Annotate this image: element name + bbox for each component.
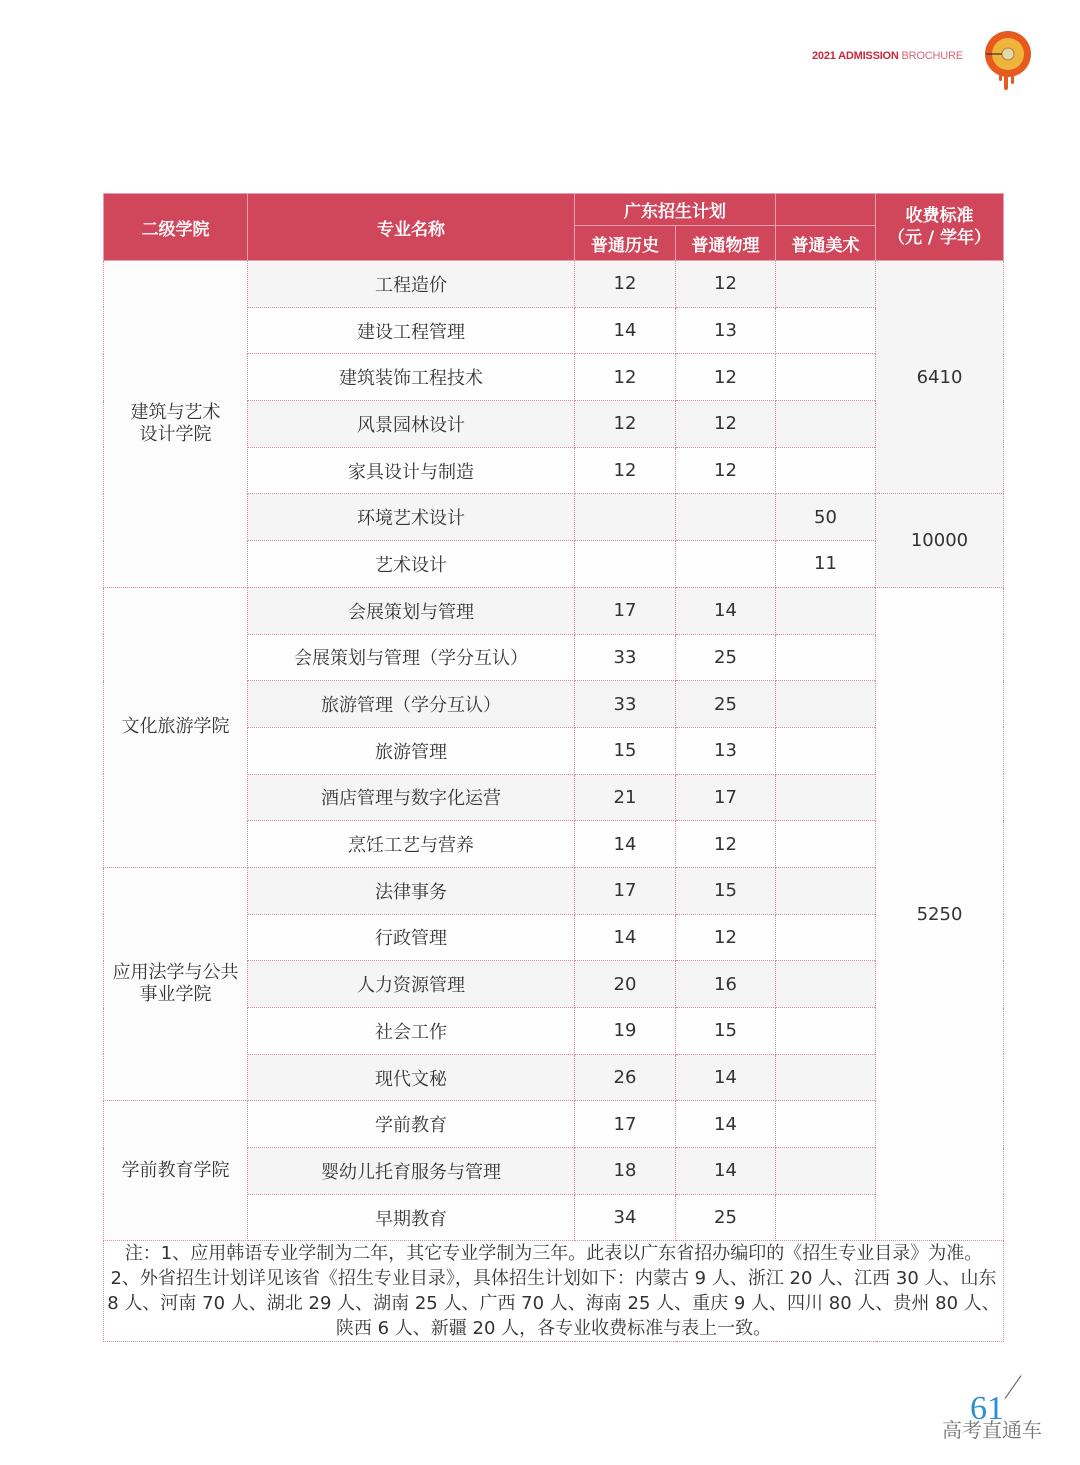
art-cell — [776, 447, 876, 494]
major-cell: 工程造价 — [248, 261, 575, 308]
major-cell-highlight: 会展策划与管理（学分互认） — [248, 634, 575, 681]
history-cell — [575, 494, 676, 541]
physics-cell — [676, 494, 776, 541]
art-cell — [776, 1101, 876, 1148]
physics-cell: 12 — [676, 914, 776, 961]
history-cell: 20 — [575, 961, 676, 1008]
note-line-2: 2、外省招生计划详见该省《招生专业目录》，具体招生计划如下：内蒙古 9 人、浙江 20 人、江西 30 人、山东 8 人、河南 70 人、湖北 29 人、湖南 25 人、广西 70 人、海南 25 人、重庆 9 人、四川 80 人、贵州 80 人、陕西 6 人、新疆 20 人，各专业收费标准与表上一致。 — [107, 1268, 1000, 1340]
art-cell — [776, 867, 876, 914]
college-name: 事业学院 — [139, 984, 212, 1006]
page-number: 61 — [970, 1390, 1004, 1427]
physics-cell: 12 — [676, 447, 776, 494]
header-fee-line1: 收费标准 — [905, 206, 974, 226]
history-cell: 19 — [575, 1008, 676, 1055]
art-cell — [776, 1148, 876, 1195]
header-major: 专业名称 — [248, 194, 575, 261]
notes-row — [104, 1241, 1004, 1342]
art-cell — [776, 587, 876, 634]
fee-cell: 10000 — [876, 494, 1004, 587]
physics-cell: 16 — [676, 961, 776, 1008]
header-fee-line2: （元 / 学年） — [887, 228, 992, 248]
header-blank — [776, 194, 876, 226]
header-fee — [876, 194, 1004, 261]
art-cell — [776, 681, 876, 728]
history-cell: 33 — [575, 681, 676, 728]
watermark: 高考直通车 — [942, 1418, 1042, 1442]
note-line-1: 注：1、应用韩语专业学制为二年，其它专业学制为三年。此表以广东省招办编印的《招生专业目录》为准。 — [124, 1243, 983, 1265]
art-cell — [776, 307, 876, 354]
major-cell: 旅游管理 — [248, 727, 575, 774]
physics-cell: 14 — [676, 587, 776, 634]
history-cell: 34 — [575, 1194, 676, 1241]
major-cell: 环境艺术设计 — [248, 494, 575, 541]
art-cell — [776, 774, 876, 821]
physics-cell — [676, 541, 776, 588]
major-cell: 建设工程管理 — [248, 307, 575, 354]
major-cell: 行政管理 — [248, 914, 575, 961]
college-name: 学前教育学院 — [121, 1159, 230, 1181]
art-cell: 11 — [776, 541, 876, 588]
major-cell: 现代文秘 — [248, 1054, 575, 1101]
history-cell: 26 — [575, 1054, 676, 1101]
major-cell: 风景园林设计 — [248, 401, 575, 448]
physics-cell: 13 — [676, 307, 776, 354]
brand-year-label: 2021 ADMISSION — [812, 50, 899, 62]
art-cell — [776, 727, 876, 774]
brochure-brand — [812, 50, 963, 62]
college-name: 应用法学与公共 — [112, 962, 239, 984]
major-cell: 会展策划与管理 — [248, 587, 575, 634]
physics-cell: 25 — [676, 1194, 776, 1241]
art-cell: 50 — [776, 494, 876, 541]
major-cell: 艺术设计 — [248, 541, 575, 588]
physics-cell: 15 — [676, 1008, 776, 1055]
physics-cell: 14 — [676, 1148, 776, 1195]
major-cell: 学前教育 — [248, 1101, 575, 1148]
art-cell — [776, 1194, 876, 1241]
college-cell — [104, 261, 248, 588]
physics-cell: 15 — [676, 867, 776, 914]
major-cell: 社会工作 — [248, 1008, 575, 1055]
page-slash-divider — [1005, 1375, 1022, 1399]
art-cell — [776, 1054, 876, 1101]
major-cell: 人力资源管理 — [248, 961, 575, 1008]
college-cell — [104, 867, 248, 1100]
art-cell — [776, 261, 876, 308]
header-guangdong-plan: 广东招生计划 — [575, 194, 776, 226]
art-cell — [776, 1008, 876, 1055]
major-cell: 家具设计与制造 — [248, 447, 575, 494]
history-cell: 12 — [575, 401, 676, 448]
fee-cell: 6410 — [876, 261, 1004, 494]
history-cell: 12 — [575, 261, 676, 308]
history-cell: 14 — [575, 914, 676, 961]
college-name: 文化旅游学院 — [121, 716, 230, 738]
admission-plan-table — [103, 193, 1004, 1342]
history-cell: 17 — [575, 1101, 676, 1148]
college-cell — [104, 1101, 248, 1241]
history-cell: 14 — [575, 821, 676, 868]
history-cell: 14 — [575, 307, 676, 354]
table-row — [104, 1101, 1004, 1148]
fee-cell: 5250 — [876, 587, 1004, 1241]
college-name: 建筑与艺术 — [130, 401, 221, 423]
physics-cell: 13 — [676, 727, 776, 774]
major-cell: 酒店管理与数字化运营 — [248, 774, 575, 821]
history-cell: 12 — [575, 354, 676, 401]
art-cell — [776, 914, 876, 961]
physics-cell: 14 — [676, 1054, 776, 1101]
history-cell: 15 — [575, 727, 676, 774]
table-row — [104, 261, 1004, 308]
history-cell — [575, 541, 676, 588]
physics-cell: 17 — [676, 774, 776, 821]
header-art: 普通美术 — [776, 226, 876, 261]
major-cell: 法律事务 — [248, 867, 575, 914]
art-cell — [776, 961, 876, 1008]
physics-cell: 12 — [676, 354, 776, 401]
history-cell: 17 — [575, 587, 676, 634]
target-drip-icon — [983, 30, 1033, 92]
history-cell: 18 — [575, 1148, 676, 1195]
physics-cell: 12 — [676, 821, 776, 868]
art-cell — [776, 634, 876, 681]
art-cell — [776, 821, 876, 868]
art-cell — [776, 401, 876, 448]
physics-cell: 25 — [676, 634, 776, 681]
header-college: 二级学院 — [104, 194, 248, 261]
table-row — [104, 587, 1004, 634]
header-history: 普通历史 — [575, 226, 676, 261]
brand-brochure-label: BROCHURE — [901, 50, 963, 62]
major-cell: 烹饪工艺与营养 — [248, 821, 575, 868]
physics-cell: 12 — [676, 401, 776, 448]
major-cell: 早期教育 — [248, 1194, 575, 1241]
header-physics: 普通物理 — [676, 226, 776, 261]
major-cell: 建筑装饰工程技术 — [248, 354, 575, 401]
physics-cell: 12 — [676, 261, 776, 308]
college-cell — [104, 587, 248, 867]
major-cell-highlight: 旅游管理（学分互认） — [248, 681, 575, 728]
history-cell: 17 — [575, 867, 676, 914]
history-cell: 21 — [575, 774, 676, 821]
college-name: 设计学院 — [139, 423, 212, 445]
history-cell: 12 — [575, 447, 676, 494]
art-cell — [776, 354, 876, 401]
physics-cell: 25 — [676, 681, 776, 728]
table-row — [104, 867, 1004, 914]
physics-cell: 14 — [676, 1101, 776, 1148]
major-cell: 婴幼儿托育服务与管理 — [248, 1148, 575, 1195]
history-cell: 33 — [575, 634, 676, 681]
notes-cell — [104, 1241, 1004, 1342]
